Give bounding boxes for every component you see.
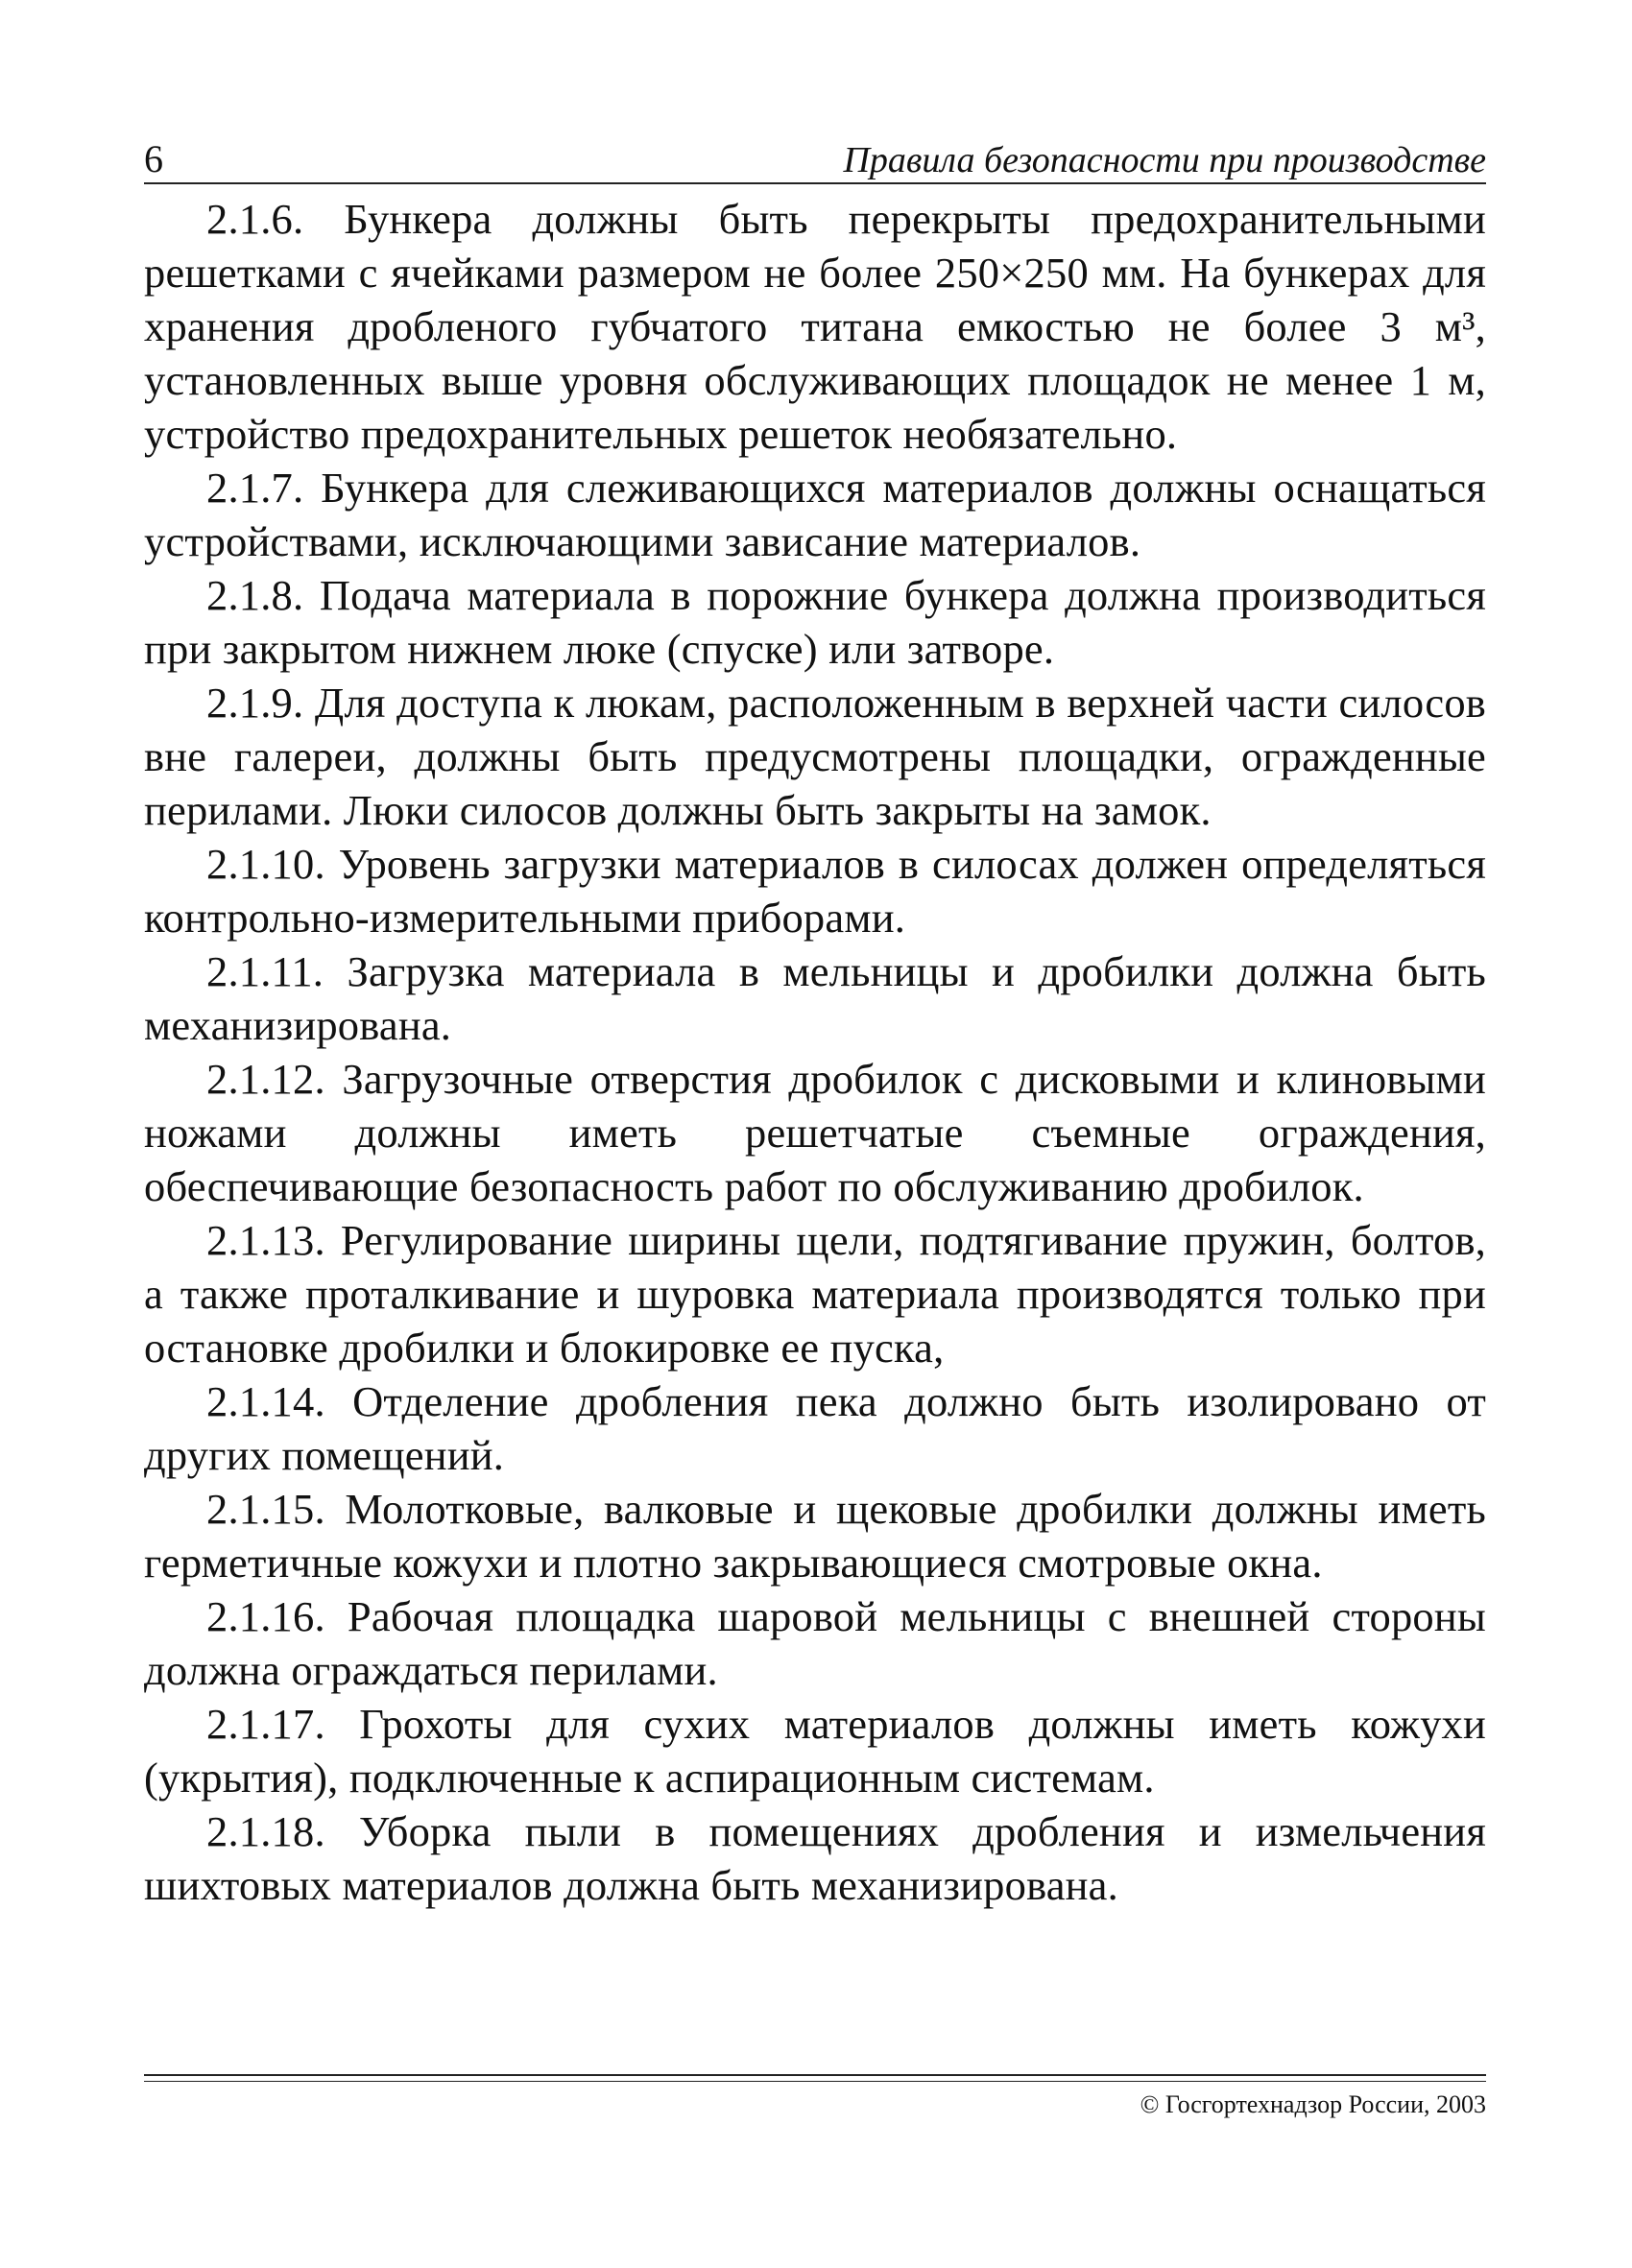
paragraph-2-1-9: 2.1.9. Для доступа к люкам, расположенным в верхней части силосов вне галереи, должны быть предусмотрены площадки, огражденные перилами. Люки силосов должны быть закрыты на замок. [144,679,1486,834]
paragraph-2-1-10: 2.1.10. Уровень загрузки материалов в силосах должен определяться контрольно-измерительными приборами. [144,840,1486,942]
paragraph-2-1-16: 2.1.16. Рабочая площадка шаровой мельницы с внешней стороны должна ограждаться перилами. [144,1592,1486,1694]
page-number: 6 [144,137,163,180]
paragraph-2-1-15: 2.1.15. Молотковые, валковые и щековые дробилки должны иметь герметичные кожухи и плотно закрывающиеся смотровые окна. [144,1485,1486,1587]
paragraph-2-1-13: 2.1.13. Регулирование ширины щели, подтягивание пружин, болтов, а также проталкивание и шуровка материала производятся только при остановке дробилки и блокировке ее пуска, [144,1216,1486,1372]
paragraph-2-1-6: 2.1.6. Бункера должны быть перекрыты предохранительными решетками с ячейками размером не более 250×250 мм. На бункерах для хранения дробленого губчатого титана емкостью не более 3 м³, установленных выше уровня обслуживающих площадок не менее 1 м, устройство предохранительных решеток необязательно. [144,195,1486,458]
paragraph-2-1-18: 2.1.18. Уборка пыли в помещениях дробления и измельчения шихтовых материалов должна быть механизирована. [144,1807,1486,1909]
paragraph-2-1-7: 2.1.7. Бункера для слеживающихся материалов должны оснащаться устройствами, исключающими зависание материалов. [144,464,1486,565]
copyright-notice: © Госгортехнадзор России, 2003 [1140,2090,1486,2118]
page-header [144,134,1486,184]
document-page [144,134,1486,1912]
paragraph-2-1-12: 2.1.12. Загрузочные отверстия дробилок с дисковыми и клиновыми ножами должны иметь решетчатые съемные ограждения, обеспечивающие безопасность работ по обслуживанию дробилок. [144,1055,1486,1210]
paragraph-2-1-8: 2.1.8. Подача материала в порожние бункера должна производиться при закрытом нижнем люке (спуске) или затворе. [144,571,1486,673]
paragraph-2-1-11: 2.1.11. Загрузка материала в мельницы и дробилки должна быть механизирована. [144,947,1486,1049]
paragraph-2-1-17: 2.1.17. Грохоты для сухих материалов должны иметь кожухи (укрытия), подключенные к аспирационным системам. [144,1700,1486,1802]
running-title: Правила безопасности при производстве [843,140,1486,180]
footer-rule [144,2074,1486,2082]
document-body [144,192,1486,1912]
paragraph-2-1-14: 2.1.14. Отделение дробления пека должно быть изолировано от других помещений. [144,1377,1486,1479]
